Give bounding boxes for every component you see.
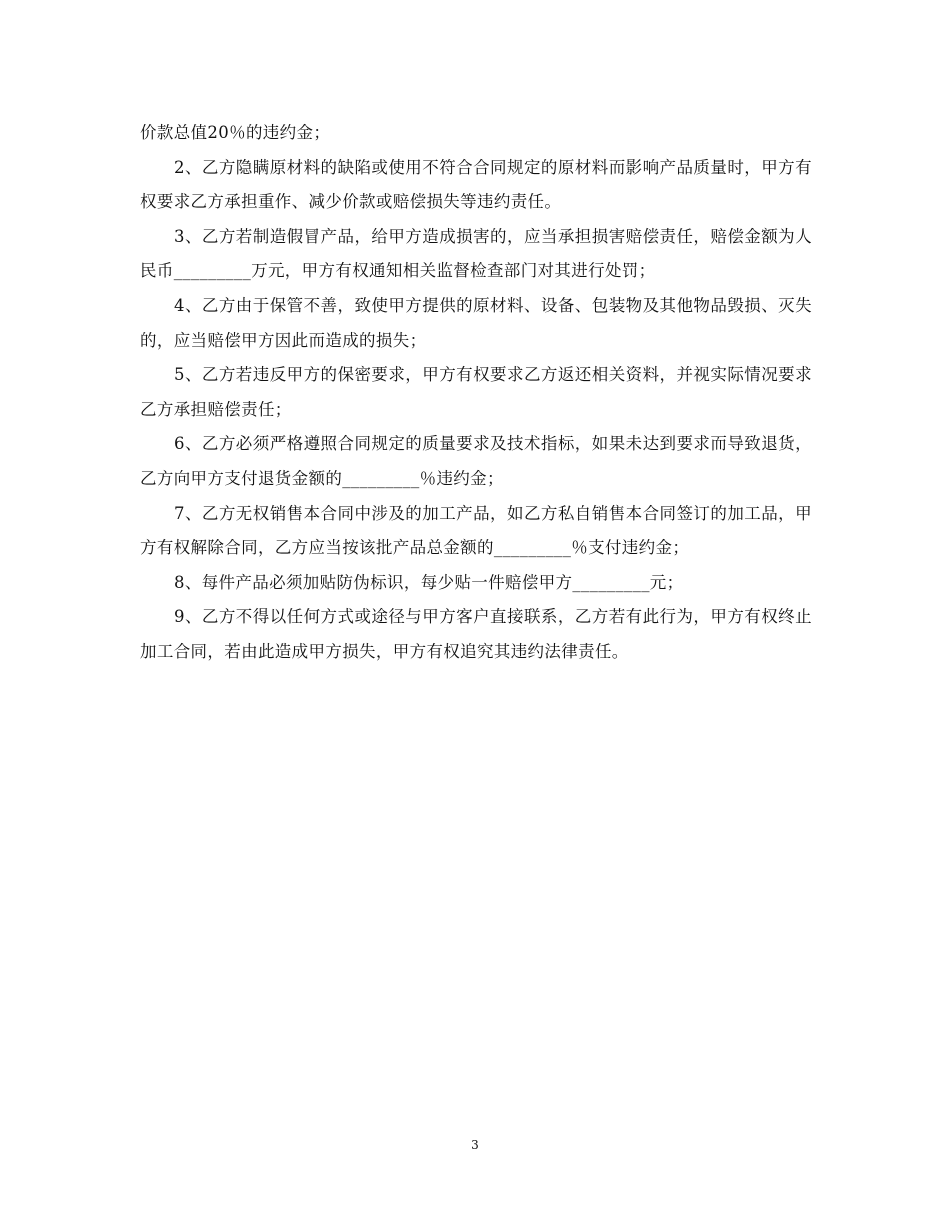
paragraph-continuation: 价款总值20％的违约金； (140, 123, 331, 142)
document-body (140, 116, 812, 670)
clause-5: 5、乙方若违反甲方的保密要求，甲方有权要求乙方返还相关资料，并视实际情况要求乙方承担赔偿责任； (140, 365, 812, 419)
clause-9: 9、乙方不得以任何方式或途径与甲方客户直接联系，乙方若有此行为，甲方有权终止加工合同，若由此造成甲方损失，甲方有权追究其违约法律责任。 (140, 607, 812, 661)
clause-7: 7、乙方无权销售本合同中涉及的加工产品，如乙方私自销售本合同签订的加工品，甲方有权解除合同，乙方应当按该批产品总金额的_________％支付违约金； (140, 503, 812, 558)
clause-3: 3、乙方若制造假冒产品，给甲方造成损害的，应当承担损害赔偿责任，赔偿金额为人民币_________万元，甲方有权通知相关监督检查部门对其进行处罚； (140, 226, 812, 281)
clause-2: 2、乙方隐瞒原材料的缺陷或使用不符合合同规定的原材料而影响产品质量时，甲方有权要求乙方承担重作、减少价款或赔偿损失等违约责任。 (140, 157, 812, 212)
clause-6: 6、乙方必须严格遵照合同规定的质量要求及技术指标，如果未达到要求而导致退货，乙方向甲方支付退货金额的_________％违约金； (140, 434, 812, 488)
clause-4: 4、乙方由于保管不善，致使甲方提供的原材料、设备、包装物及其他物品毁损、灭失的，应当赔偿甲方因此而造成的损失； (140, 295, 812, 350)
page-number: 3 (471, 1138, 479, 1152)
clause-8: 8、每件产品必须加贴防伪标识，每少贴一件赔偿甲方_________元； (174, 572, 684, 592)
